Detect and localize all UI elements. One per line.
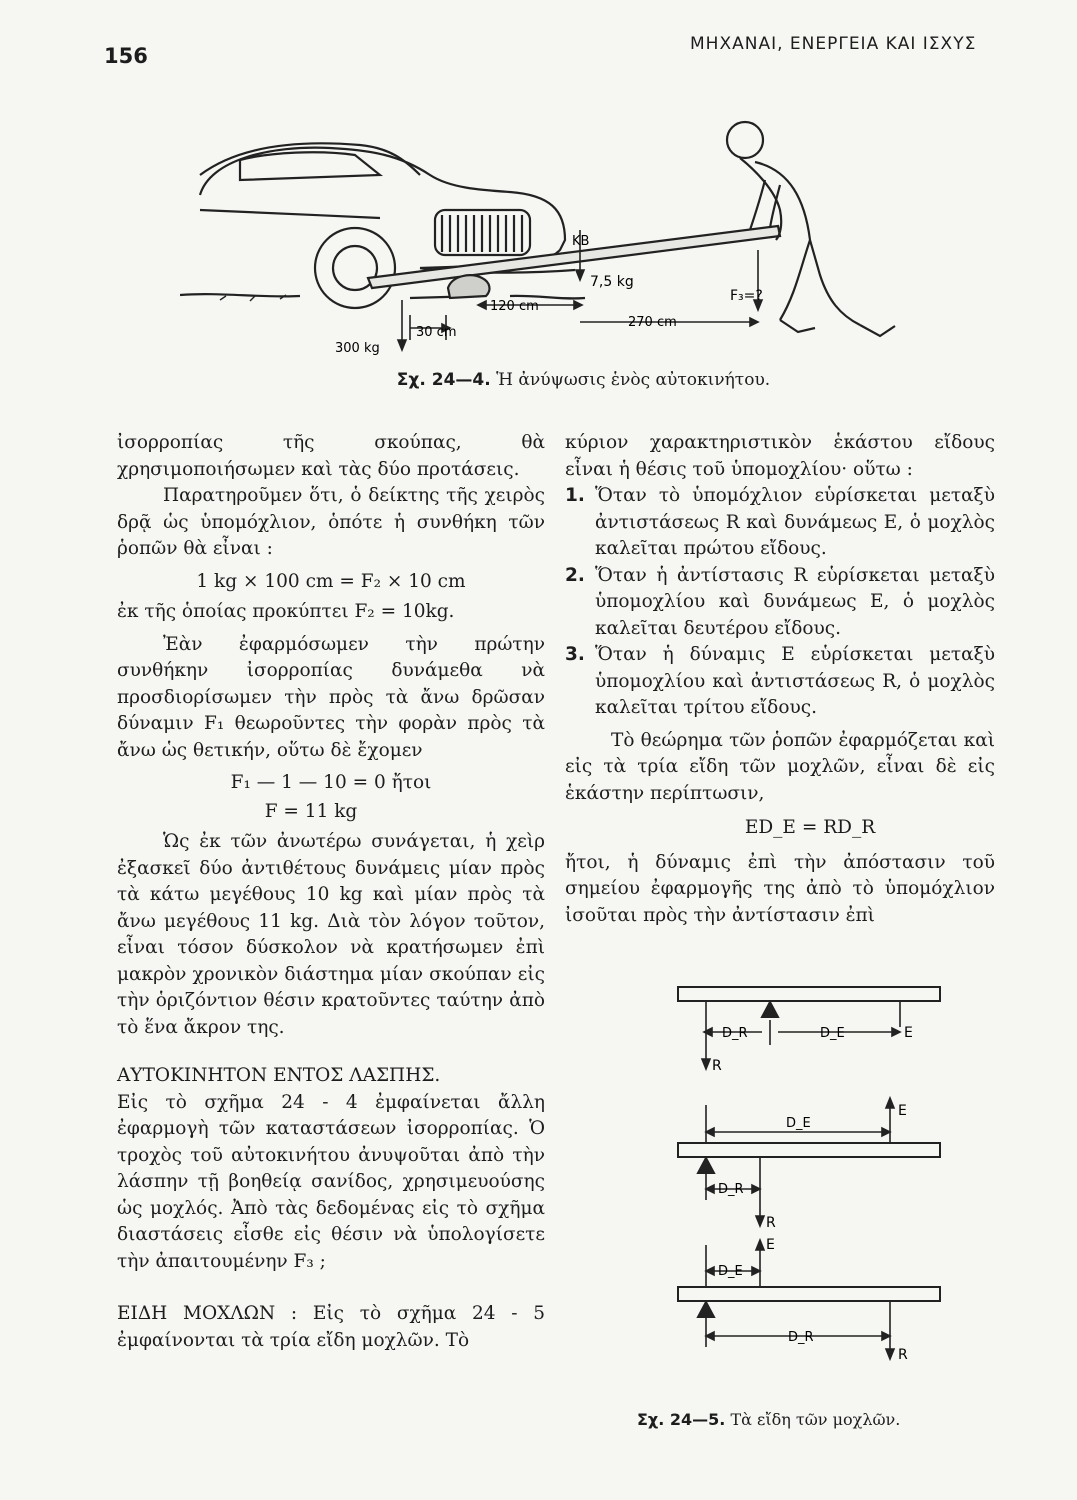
list-item (565, 563, 995, 643)
equation-moments: 1 kg × 100 cm = F₂ × 10 cm (196, 570, 466, 592)
label-kb: KB (572, 234, 590, 249)
list-item-number: 2. (565, 564, 585, 586)
list-item (565, 483, 995, 563)
lever1-label-de: D_E (820, 1026, 845, 1041)
left-p2: Παρατηροῦμεν ὅτι, ὁ δείκτης τῆς χειρὸς δρᾷ ὡς ὑπομόχλιον, ὁπότε ἡ συνθήκη τῶν ῥοπῶν θὰ εἶναι : (117, 485, 545, 559)
man-head (727, 122, 763, 158)
left-p7: Εἰς τὸ σχῆμα 24 - 5 ἐμφαίνονται τὰ τρία εἴδη μοχλῶν. Τὸ (117, 1303, 545, 1351)
equation-lever-law: ED_E = RD_R (744, 817, 876, 838)
list-item-text: Ὅταν ἡ δύναμις E εὑρίσκεται μεταξὺ ὑπομοχλίου καὶ ἀντιστάσεως R, ὁ μοχλὸς καλεῖται τρίτου εἴδους. (595, 644, 995, 718)
figure2-caption (637, 1410, 900, 1429)
label-120cm: 120 cm (490, 299, 539, 314)
list-item-number: 3. (565, 644, 585, 665)
fulcrum-3 (698, 1302, 714, 1317)
list-item-text: Ὅταν τὸ ὑπομόχλιον εὑρίσκεται μεταξὺ ἀντιστάσεως R καὶ δυνάμεως E, ὁ μοχλὸς καλεῖται πρώτου εἴδους. (595, 485, 995, 559)
section-heading-lever-types: ΕΙΔΗ ΜΟΧΛΩΝ : (117, 1303, 298, 1324)
figure2-caption-num: Σχ. 24—5. (637, 1410, 726, 1429)
car-wheel (315, 228, 395, 308)
left-p1: ἰσορροπίας τῆς σκούπας, θὰ χρησιμοποιήσωμεν καὶ τὰς δύο προτάσεις. (117, 432, 545, 480)
label-300kg: 300 kg (335, 341, 380, 356)
figure1-caption (0, 370, 1077, 390)
label-270cm: 270 cm (628, 315, 677, 330)
page-number: 156 (104, 44, 148, 68)
lever3-label-dr: D_R (788, 1330, 814, 1345)
fulcrum-1 (762, 1002, 778, 1017)
running-title: ΜΗΧΑΝΑΙ, ΕΝΕΡΓΕΙΑ ΚΑΙ ΙΣΧΥΣ (690, 34, 977, 54)
fulcrum-block (448, 275, 489, 298)
lever1-label-dr: D_R (722, 1026, 748, 1041)
equation-forces: F₁ — 1 — 10 = 0 ἤτοι (230, 772, 432, 793)
right-p3: ἤτοι, ἡ δύναμις ἐπὶ τὴν ἀπόστασιν τοῦ σημείου ἐφαρμογῆς της ἀπὸ τὸ ὑπομόχλιον ἰσοῦται πρὸς τὴν ἀντίστασιν ἐπὶ (565, 851, 995, 926)
left-p6: Εἰς τὸ σχῆμα 24 - 4 ἐμφαίνεται ἄλλη ἐφαρμογὴ τῶν καταστάσεων ἰσορροπίας. Ὁ τροχὸς τοῦ αὐτοκινήτου ἀνυψοῦται ἀπὸ τὴν λάσπην τῇ βοηθείᾳ σανίδος, χρησιμευούσης ὡς μοχλός. Ἀπὸ τὰς δεδομένας εἰς τὸ σχῆμα διαστάσεις εἶσθε εἰς θέσιν νὰ ὑπολογίσετε τὴν ἀπαιτουμένην F₃ ; (117, 1091, 545, 1272)
figure2-caption-text: Τὰ εἴδη τῶν μοχλῶν. (730, 1410, 901, 1429)
right-p2: Τὸ θεώρημα τῶν ῥοπῶν ἐφαρμόζεται καὶ εἰς τὰ τρία εἴδη τῶν μοχλῶν, εἶναι δὲ εἰς ἑκάστην περίπτωσιν, (565, 729, 995, 804)
lever-types-list (565, 483, 995, 722)
lever3-label-de: D_E (718, 1264, 743, 1279)
right-column (565, 430, 995, 929)
list-item (565, 642, 995, 722)
left-p5: Ὡς ἐκ τῶν ἀνωτέρω συνάγεται, ἡ χεὶρ ἐξασκεῖ δύο ἀντιθέτους δυνάμεις μίαν πρὸς τὰ κάτω μεγέθους 10 kg καὶ μίαν πρὸς τὰ ἄνω μεγέθους 11 kg. Διὰ τὸν λόγον τοῦτον, εἶναι τόσον δύσκολον νὰ κρατήσωμεν ἐπὶ μακρὸν χρονικὸν διάστημα μίαν σκούπαν εἰς τὴν ὁριζόντιον θέσιν κρατοῦντες ταύτην ἀπὸ τὸ ἕνα ἄκρον της. (117, 831, 545, 1038)
lever1-label-e: E (904, 1025, 913, 1041)
lever2-label-de: D_E (786, 1116, 811, 1131)
label-30cm: 30 cm (416, 325, 457, 340)
equation-result: F = 11 kg (264, 800, 358, 822)
lever-bar-1 (678, 987, 940, 1001)
lever1-label-r: R (712, 1058, 722, 1074)
lever-bar-3 (678, 1287, 940, 1301)
left-column (117, 430, 545, 1354)
fulcrum-2 (698, 1158, 714, 1173)
car-lever-figure (180, 100, 900, 370)
lever3-label-e: E (766, 1237, 775, 1253)
lever2-label-e: E (898, 1103, 907, 1119)
lever2-label-dr: D_R (718, 1182, 744, 1197)
lever3-label-r: R (898, 1347, 908, 1363)
figure1-caption-text: Ἡ ἀνύψωσις ἑνὸς αὐτοκινήτου. (496, 370, 771, 390)
lever2-label-r: R (766, 1215, 776, 1231)
left-p3: ἐκ τῆς ὁποίας προκύπτει F₂ = 10kg. (117, 601, 455, 622)
right-p1: κύριον χαρακτηριστικὸν ἑκάστου εἴδους εἶναι ἡ θέσις τοῦ ὑπομοχλίου· οὕτω : (565, 432, 995, 480)
label-board-weight: 7,5 kg (590, 274, 634, 290)
figure1-caption-num: Σχ. 24—4. (396, 370, 491, 390)
lever-types-figure (660, 975, 960, 1395)
car-body (200, 148, 565, 268)
lever-bar-2 (678, 1143, 940, 1157)
section-heading-car-in-mud: ΑΥΤΟΚΙΝΗΤΟΝ ΕΝΤΟΣ ΛΑΣΠΗΣ. (117, 1065, 441, 1086)
label-f3: F₃=? (730, 288, 763, 304)
left-p4: Ἐὰν ἐφαρμόσωμεν τὴν πρώτην συνθήκην ἰσορροπίας δυνάμεθα νὰ προσδιορίσωμεν τὴν πρὸς τὰ ἄνω δρῶσαν δύναμιν F₁ θεωροῦντες τὴν φορὰν πρὸς τὰ ἄνω ὡς θετικήν, οὕτω δὲ ἔχομεν (117, 633, 545, 761)
list-item-number: 1. (565, 485, 585, 506)
list-item-text: Ὅταν ἡ ἀντίστασις R εὑρίσκεται μεταξὺ ὑπομοχλίου καὶ δυνάμεως E, ὁ μοχλὸς καλεῖται δευτέρου εἴδους. (595, 564, 995, 639)
